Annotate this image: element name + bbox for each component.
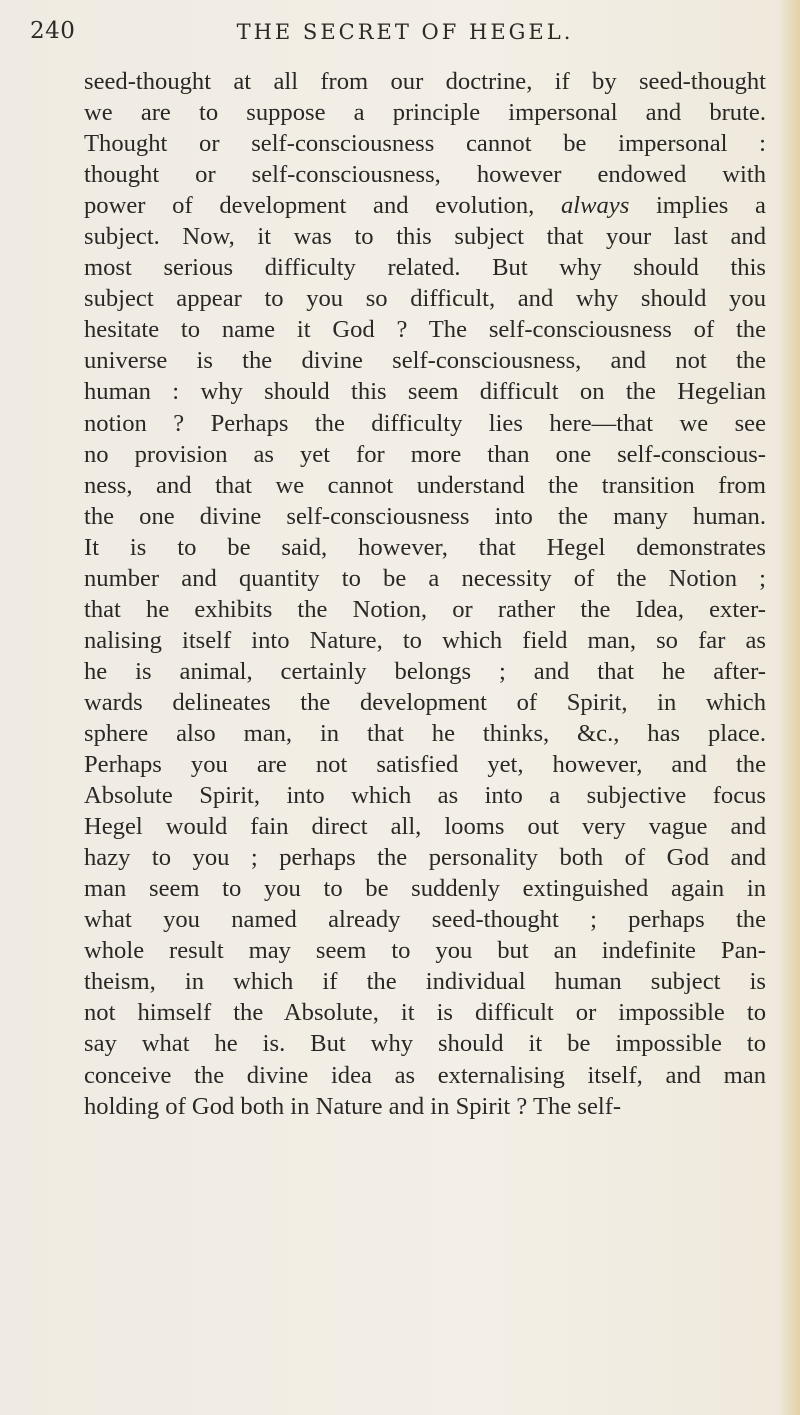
- text-line: universe is the divine self-consciousness, and not the: [84, 347, 766, 375]
- text-line: not himself the Absolute, it is difficult or impossible to: [84, 999, 766, 1027]
- text-line: nalising itself into Nature, to which field man, so far as: [84, 626, 766, 654]
- text-line: number and quantity to be a necessity of the Notion ;: [84, 564, 766, 592]
- running-head: [30, 12, 770, 52]
- text-line: what you named already seed-thought ; perhaps the: [84, 906, 766, 934]
- text-line: power of development and evolution, always implies a: [84, 192, 766, 220]
- text-line: no provision as yet for more than one self-conscious-: [84, 440, 766, 468]
- emphasis: always: [560, 192, 630, 220]
- page-number: 240: [30, 18, 76, 44]
- text-line: hesitate to name it God ? The self-consciousness of the: [84, 316, 766, 344]
- text-line: conceive the divine idea as externalising itself, and man: [84, 1061, 766, 1089]
- text-line: hazy to you ; perhaps the personality both of God and: [84, 844, 766, 872]
- text-line: ness, and that we cannot understand the transition from: [84, 471, 766, 499]
- running-title: THE SECRET OF HEGEL.: [236, 20, 574, 44]
- text-line: that he exhibits the Notion, or rather the Idea, exter-: [84, 595, 766, 623]
- text-line: human : why should this seem difficult on the Hegelian: [84, 378, 766, 406]
- text-line: subject. Now, it was to this subject that your last and: [84, 223, 766, 251]
- text-line: Thought or self-consciousness cannot be impersonal :: [84, 130, 766, 158]
- text-line: wards delineates the development of Spirit, in which: [84, 688, 766, 716]
- page-edge-shadow: [778, 0, 800, 1415]
- body-text: [84, 66, 766, 1122]
- text-line: notion ? Perhaps the difficulty lies here—that we see: [84, 409, 766, 437]
- text-line: theism, in which if the individual human subject is: [84, 968, 766, 996]
- text-line: the one divine self-consciousness into the many human.: [84, 502, 766, 530]
- text-line: say what he is. But why should it be impossible to: [84, 1030, 766, 1058]
- text-line: Absolute Spirit, into which as into a subjective focus: [84, 782, 766, 810]
- text-line: holding of God both in Nature and in Spirit ? The self-: [84, 1092, 622, 1120]
- text-line: subject appear to you so difficult, and why should you: [84, 285, 766, 313]
- text-line: sphere also man, in that he thinks, &c., has place.: [84, 719, 766, 747]
- text-line: he is animal, certainly belongs ; and that he after-: [84, 657, 766, 685]
- text-line: Hegel would fain direct all, looms out very vague and: [84, 813, 766, 841]
- text-line: man seem to you to be suddenly extinguished again in: [84, 875, 766, 903]
- text-line: thought or self-consciousness, however endowed with: [84, 161, 766, 189]
- text-line: seed-thought at all from our doctrine, if by seed-thought: [84, 68, 766, 95]
- text-line: most serious difficulty related. But why should this: [84, 254, 766, 282]
- text-line: Perhaps you are not satisfied yet, however, and the: [84, 751, 766, 779]
- text-line: we are to suppose a principle impersonal and brute.: [84, 99, 766, 127]
- text-line: It is to be said, however, that Hegel demonstrates: [84, 533, 766, 561]
- text-line: whole result may seem to you but an indefinite Pan-: [84, 937, 766, 965]
